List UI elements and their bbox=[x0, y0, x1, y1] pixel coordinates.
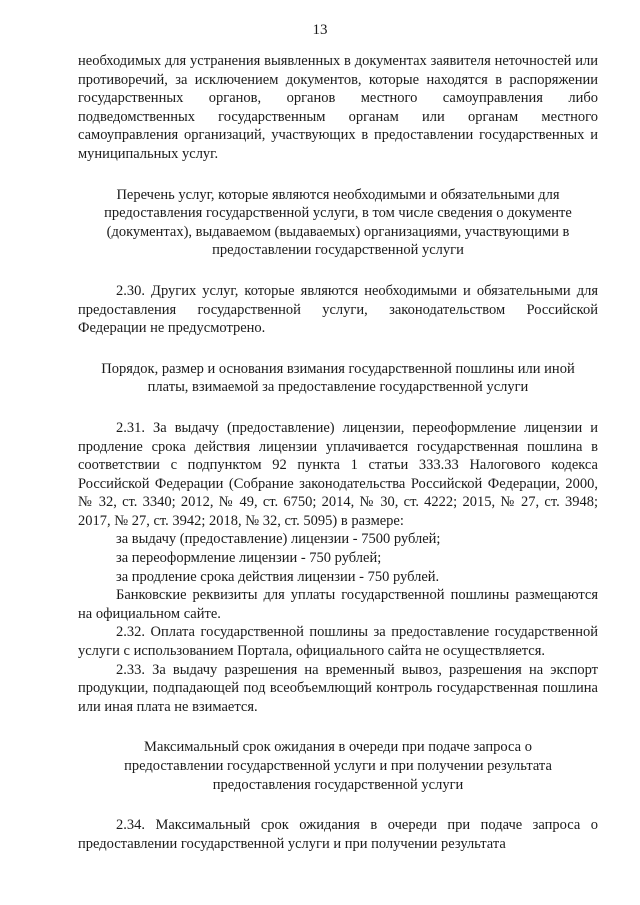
fee-item-reissue: за переоформление лицензии - 750 рублей; bbox=[116, 550, 382, 567]
intro-paragraph: необходимых для устранения выявленных в документах заявителя неточностей или противоречий, за исключением документов, которые находятся в распоряжении государственных органов, органов местного самоуправления либо подведомственных государственным органам или органам местного самоуправления организаций, участвующих в предоставлении государственных и муниципальных услуг. bbox=[78, 53, 598, 162]
paragraph-2-33: 2.33. За выдачу разрешения на временный вывоз, разрешения на экспорт продукции, подпадающей под всеобъемлющий контроль государственная пошлина или иная плата не взимается. bbox=[78, 661, 598, 715]
section-heading-state-fee: Порядок, размер и основания взимания государственной пошлины или иной платы, взимаемой за предоставление государственной услуги bbox=[101, 360, 575, 396]
paragraph-2-31: 2.31. За выдачу (предоставление) лицензии, переоформление лицензии и продление срока действия лицензии уплачивается государственная пошлина в соответствии с подпунктом 92 пункта 1 статьи 333.33 Налогового кодекса Российской Федерации (Собрание законодательства Российской Федерации, 2000, № 32, ст. 3340; 2012, № 49, ст. 6750; 2014, № 30, ст. 4222; 2015, № 27, ст. 3948; 2017, № 27, ст. 3942; 2018, № 32, ст. 5095) в размере: bbox=[78, 419, 598, 529]
section-heading-services-list: Перечень услуг, которые являются необходимыми и обязательными для предоставления государственной услуги, в том числе сведения о документе (документах), выдаваемом (выдаваемых) организациями, участвующими в предоставлении государственной услуги bbox=[104, 186, 572, 259]
paragraph-2-34: 2.34. Максимальный срок ожидания в очереди при подаче запроса о предоставлении государственной услуги и при получении результата bbox=[78, 817, 598, 852]
document-body bbox=[78, 52, 598, 853]
bank-details-paragraph: Банковские реквизиты для уплаты государственной пошлины размещаются на официальном сайте. bbox=[78, 587, 598, 622]
section-heading-queue-time: Максимальный срок ожидания в очереди при подаче запроса о предоставлении государственной услуги и при получении результата предоставления государственной услуги bbox=[124, 739, 552, 793]
paragraph-2-32: 2.32. Оплата государственной пошлины за предоставление государственной услуги с использованием Портала, официального сайта не осуществляется. bbox=[78, 624, 598, 660]
fee-item-extension: за продление срока действия лицензии - 750 рублей. bbox=[116, 568, 440, 585]
page-number: 13 bbox=[312, 22, 328, 38]
fee-item-issue: за выдачу (предоставление) лицензии - 7500 рублей; bbox=[116, 531, 441, 548]
paragraph-2-30: 2.30. Других услуг, которые являются необходимыми и обязательными для предоставления государственной услуги, законодательством Российской Федерации не предусмотрено. bbox=[78, 282, 598, 337]
